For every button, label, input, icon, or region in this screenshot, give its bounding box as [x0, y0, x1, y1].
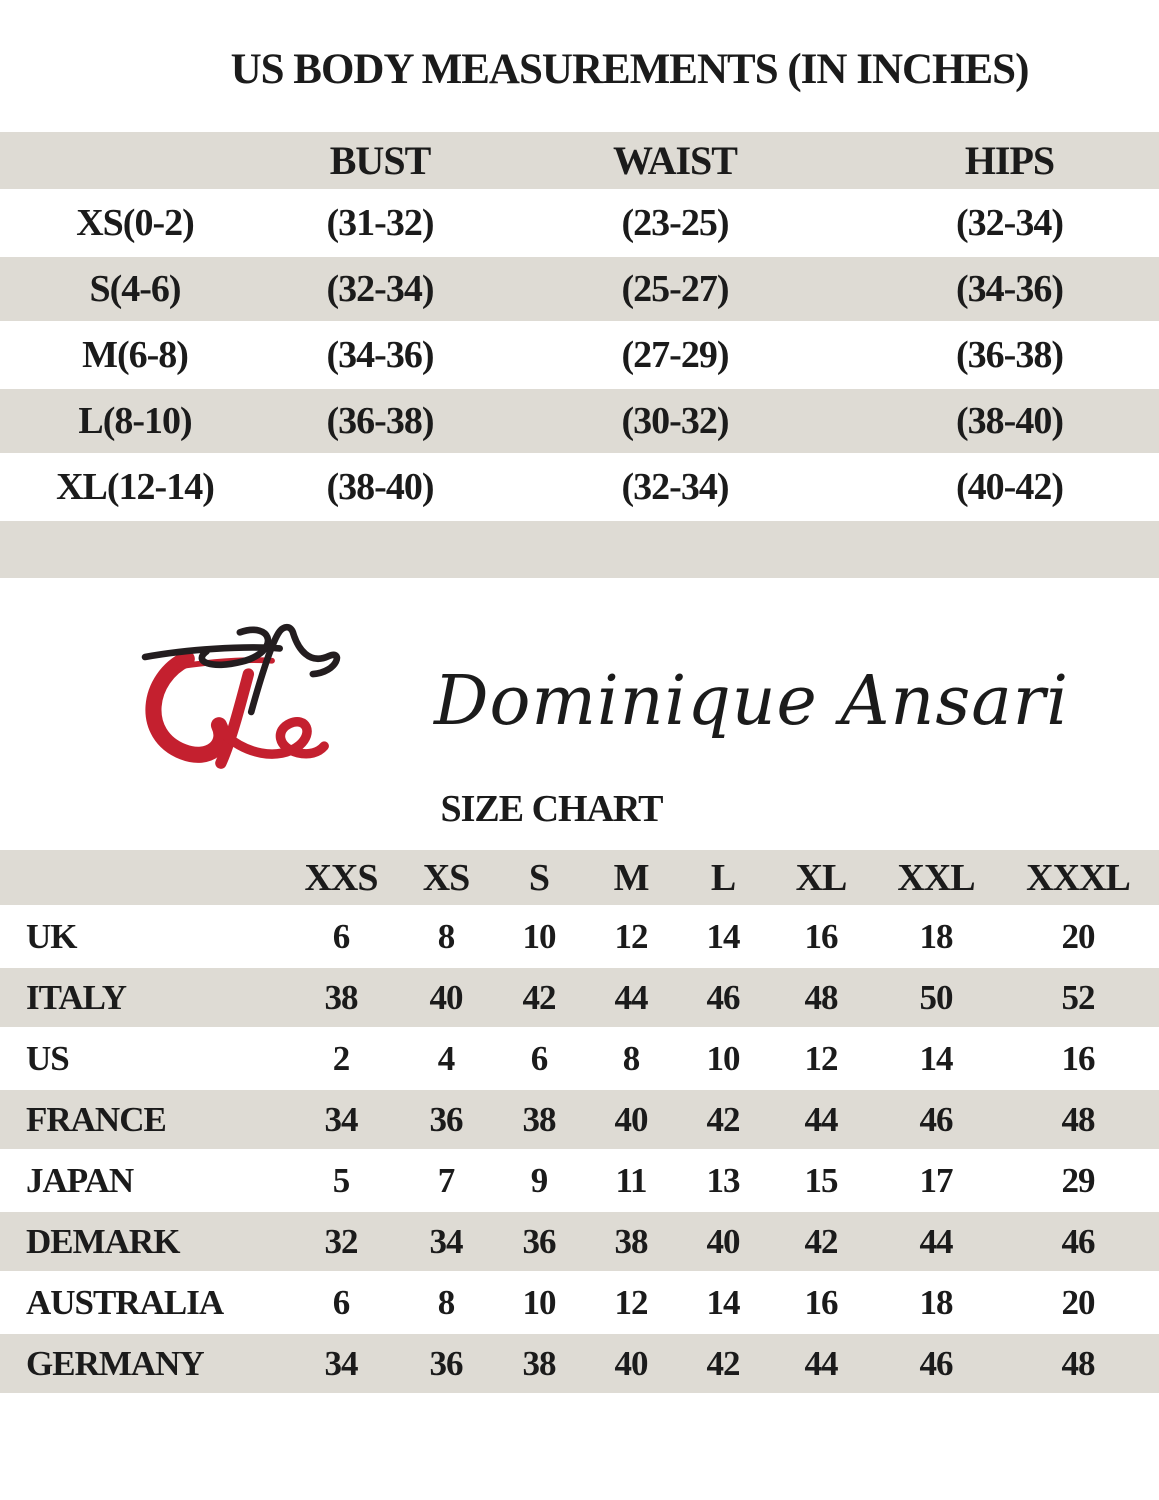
size-value-cell: 10: [522, 1282, 556, 1322]
size-value-cell: 10: [522, 916, 556, 956]
table-row: [0, 323, 1159, 387]
size-value-cell: 9: [530, 1160, 548, 1200]
table-header-row: [0, 132, 1159, 189]
country-label-cell: UK: [26, 916, 77, 956]
us-body-measurements-table: [0, 132, 1159, 578]
size-value-cell: 42: [706, 1099, 740, 1139]
bust-value-cell: (38-40): [326, 466, 434, 508]
size-label-cell: XL(12-14): [56, 466, 214, 508]
country-label-cell: FRANCE: [26, 1099, 166, 1139]
size-value-cell: 12: [614, 1282, 648, 1322]
bust-value-cell: (34-36): [326, 334, 434, 376]
column-header-l: L: [710, 856, 736, 899]
column-header-xxl: XXL: [897, 856, 975, 899]
table-row: [0, 389, 1159, 453]
brand-monogram-icon: [128, 619, 346, 785]
table-row: [0, 1151, 1159, 1210]
size-value-cell: 44: [804, 1099, 838, 1139]
size-value-cell: 44: [919, 1221, 953, 1261]
table-row: [0, 257, 1159, 321]
size-value-cell: 4: [437, 1038, 455, 1078]
size-value-cell: 46: [1061, 1221, 1095, 1261]
size-value-cell: 42: [706, 1343, 740, 1383]
column-header-bust: BUST: [329, 138, 431, 183]
size-value-cell: 32: [324, 1221, 358, 1261]
size-value-cell: 48: [804, 977, 838, 1017]
size-value-cell: 7: [437, 1160, 455, 1200]
hips-value-cell: (40-42): [956, 466, 1063, 508]
size-value-cell: 36: [429, 1343, 463, 1383]
size-value-cell: 40: [706, 1221, 740, 1261]
brand-header: [0, 618, 1159, 786]
waist-value-cell: (23-25): [621, 202, 729, 244]
size-value-cell: 46: [706, 977, 740, 1017]
column-header-waist: WAIST: [613, 138, 737, 183]
size-value-cell: 8: [622, 1038, 640, 1078]
size-value-cell: 18: [919, 1282, 953, 1322]
size-value-cell: 14: [706, 916, 740, 956]
size-value-cell: 34: [324, 1343, 358, 1383]
size-value-cell: 18: [919, 916, 953, 956]
table-row: [0, 1334, 1159, 1393]
size-value-cell: 38: [522, 1343, 556, 1383]
size-label-cell: L(8-10): [78, 400, 192, 442]
size-value-cell: 8: [437, 1282, 455, 1322]
international-size-chart-table: [0, 850, 1159, 1393]
size-chart-title: SIZE CHART: [440, 788, 663, 830]
size-value-cell: 44: [804, 1343, 838, 1383]
size-value-cell: 34: [324, 1099, 358, 1139]
size-value-cell: 16: [804, 1282, 838, 1322]
table-header-row: [0, 850, 1159, 905]
size-value-cell: 12: [804, 1038, 838, 1078]
size-value-cell: 42: [804, 1221, 838, 1261]
size-value-cell: 14: [706, 1282, 740, 1322]
column-header-xl: XL: [795, 856, 847, 899]
size-value-cell: 6: [332, 1282, 350, 1322]
size-value-cell: 48: [1061, 1343, 1095, 1383]
measurements-title: US BODY MEASUREMENTS (IN INCHES): [230, 46, 1029, 93]
country-label-cell: DEMARK: [26, 1221, 180, 1261]
size-value-cell: 38: [614, 1221, 648, 1261]
bust-value-cell: (31-32): [326, 202, 434, 244]
hips-value-cell: (32-34): [956, 202, 1063, 244]
size-value-cell: 6: [530, 1038, 548, 1078]
waist-value-cell: (25-27): [621, 268, 729, 310]
size-value-cell: 15: [804, 1160, 838, 1200]
column-header-s: S: [528, 856, 550, 899]
table-row: [0, 907, 1159, 966]
hips-value-cell: (38-40): [956, 400, 1063, 442]
size-value-cell: 16: [1061, 1038, 1095, 1078]
size-value-cell: 13: [706, 1160, 740, 1200]
size-value-cell: 14: [919, 1038, 953, 1078]
table-footer-band: [0, 521, 1159, 578]
brand-name: Dominique Ansari: [434, 662, 1070, 741]
table-row: [0, 455, 1159, 519]
column-header-hips: HIPS: [964, 138, 1055, 183]
country-label-cell: JAPAN: [26, 1160, 134, 1200]
size-value-cell: 40: [614, 1343, 648, 1383]
size-value-cell: 16: [804, 916, 838, 956]
size-value-cell: 11: [615, 1160, 647, 1200]
table-row: [0, 1029, 1159, 1088]
table-row: [0, 968, 1159, 1027]
size-value-cell: 52: [1061, 977, 1095, 1017]
size-value-cell: 5: [332, 1160, 350, 1200]
size-value-cell: 40: [614, 1099, 648, 1139]
size-value-cell: 2: [332, 1038, 350, 1078]
size-value-cell: 46: [919, 1343, 953, 1383]
column-header-xxxl: XXXL: [1026, 856, 1130, 899]
table-row: [0, 1212, 1159, 1271]
size-value-cell: 50: [919, 977, 953, 1017]
size-value-cell: 17: [919, 1160, 953, 1200]
size-value-cell: 34: [429, 1221, 463, 1261]
column-header-xxs: XXS: [304, 856, 378, 899]
size-value-cell: 8: [437, 916, 455, 956]
waist-value-cell: (30-32): [621, 400, 729, 442]
size-label-cell: S(4-6): [89, 268, 181, 310]
hips-value-cell: (34-36): [956, 268, 1063, 310]
country-label-cell: ITALY: [26, 977, 127, 1017]
country-label-cell: GERMANY: [26, 1343, 204, 1383]
size-value-cell: 36: [429, 1099, 463, 1139]
size-value-cell: 10: [706, 1038, 740, 1078]
size-value-cell: 46: [919, 1099, 953, 1139]
country-label-cell: US: [26, 1038, 69, 1078]
size-label-cell: M(6-8): [82, 334, 188, 376]
size-value-cell: 12: [614, 916, 648, 956]
size-value-cell: 44: [614, 977, 648, 1017]
size-value-cell: 48: [1061, 1099, 1095, 1139]
size-value-cell: 36: [522, 1221, 556, 1261]
bust-value-cell: (32-34): [326, 268, 434, 310]
waist-value-cell: (32-34): [621, 466, 729, 508]
table-row: [0, 1090, 1159, 1149]
column-header-m: M: [613, 856, 649, 899]
bust-value-cell: (36-38): [326, 400, 434, 442]
column-header-xs: XS: [422, 856, 470, 899]
size-value-cell: 29: [1061, 1160, 1095, 1200]
size-label-cell: XS(0-2): [76, 202, 194, 244]
size-value-cell: 6: [332, 916, 350, 956]
hips-value-cell: (36-38): [956, 334, 1063, 376]
size-value-cell: 38: [522, 1099, 556, 1139]
country-label-cell: AUSTRALIA: [26, 1282, 224, 1322]
table-row: [0, 191, 1159, 255]
size-value-cell: 40: [429, 977, 463, 1017]
table-row: [0, 1273, 1159, 1332]
size-value-cell: 20: [1061, 1282, 1095, 1322]
size-value-cell: 20: [1061, 916, 1095, 956]
size-value-cell: 42: [522, 977, 556, 1017]
waist-value-cell: (27-29): [621, 334, 729, 376]
size-value-cell: 38: [324, 977, 358, 1017]
